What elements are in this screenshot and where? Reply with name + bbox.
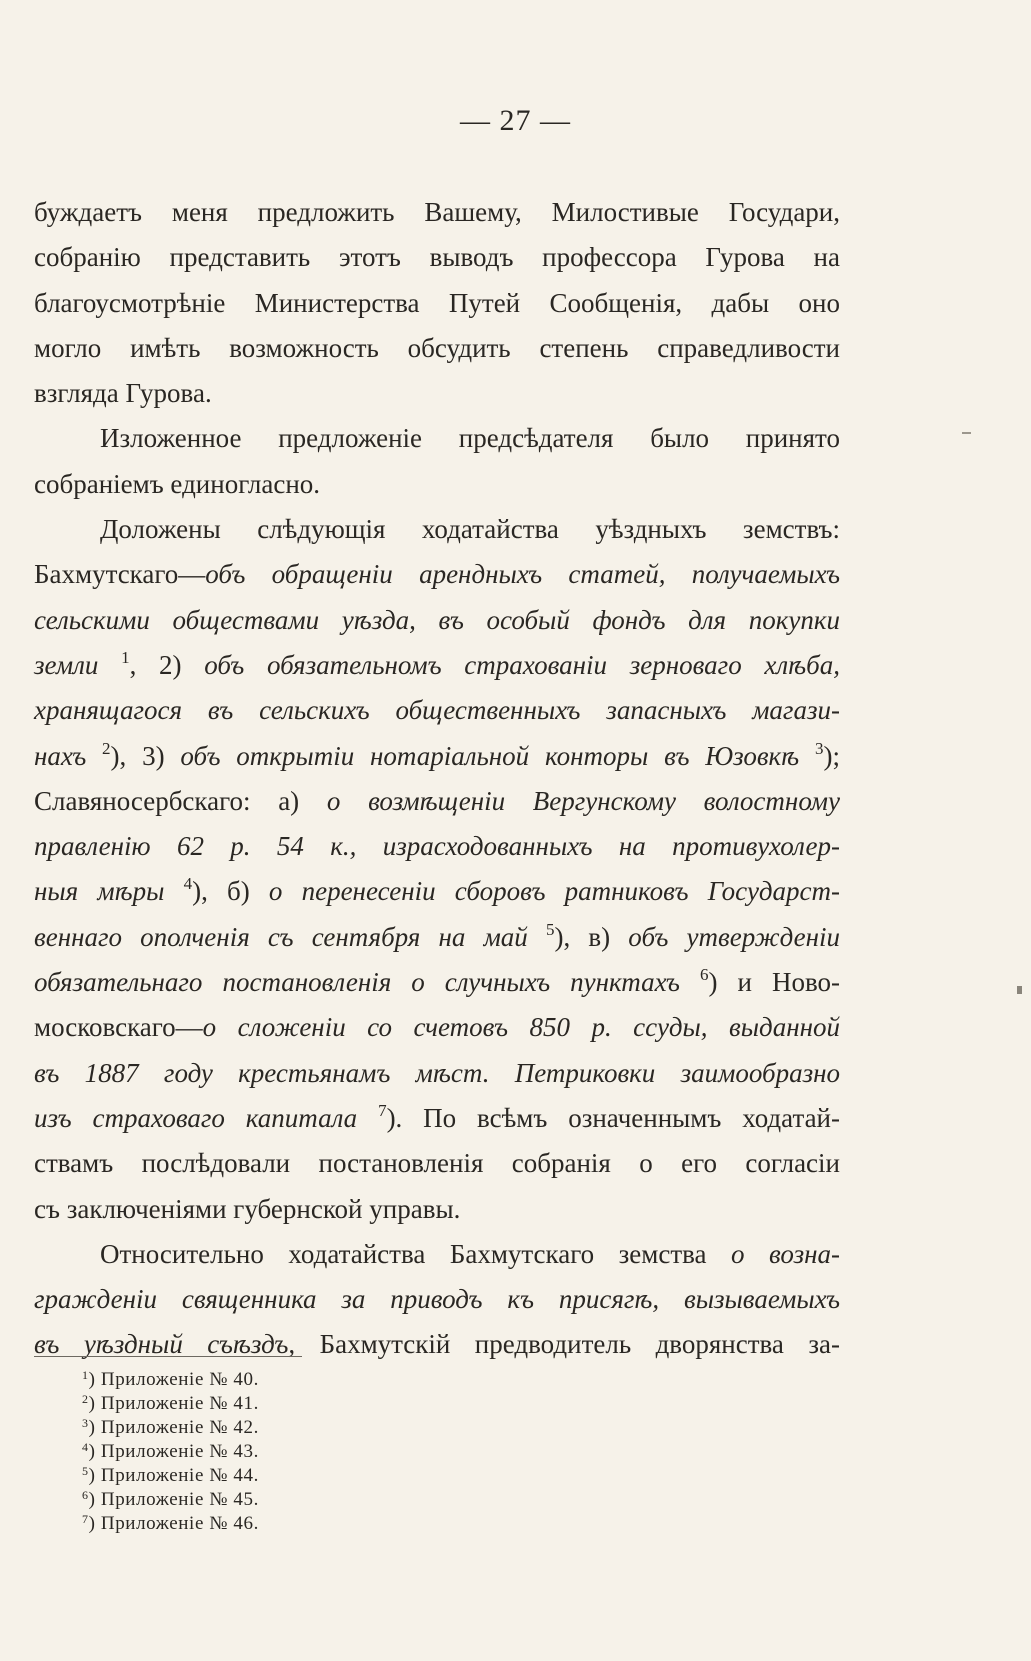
text-line xyxy=(34,734,840,779)
text-line xyxy=(34,824,840,869)
footnote xyxy=(82,1488,259,1512)
footnote-text: ) Приложеніе № 42. xyxy=(88,1417,259,1438)
text-run: Относительно ходатайства Бахмутскаго земства xyxy=(100,1238,732,1269)
text-line xyxy=(34,1322,840,1367)
italic-run: земли xyxy=(34,649,99,680)
footnote-mark: 3 xyxy=(82,1416,89,1430)
footnotes xyxy=(82,1368,259,1536)
footnote xyxy=(82,1464,259,1488)
text-line xyxy=(34,688,840,733)
footnote-text: ) Приложеніе № 45. xyxy=(88,1489,259,1510)
footnote-text: ) Приложеніе № 44. xyxy=(88,1465,259,1486)
text-run: ) и Ново- xyxy=(708,967,840,998)
italic-run: обязательнаго постановленія о случныхъ пунктахъ xyxy=(34,967,680,998)
footnote xyxy=(82,1392,259,1416)
italic-run: хранящагося въ сельскихъ общественныхъ запасныхъ магази- xyxy=(34,695,840,726)
italic-run: объ открытіи нотаріальной конторы въ Юзовкѣ xyxy=(180,740,800,771)
text-line: могло имѣть возможность обсудить степень справедливости xyxy=(34,332,840,363)
text-line xyxy=(34,1232,840,1277)
footnote-ref: 1 xyxy=(121,647,130,667)
footnote-ref: 4 xyxy=(183,874,193,894)
text-run: ), б) xyxy=(192,876,269,907)
italic-run: изъ страховаго капитала xyxy=(34,1102,358,1133)
italic-run: ныя мѣры xyxy=(34,876,165,907)
footnote-text: ) Приложеніе № 40. xyxy=(88,1369,259,1390)
text-run: ); xyxy=(823,740,840,771)
italic-run: нахъ xyxy=(34,740,87,771)
footnote-mark: 7 xyxy=(82,1512,89,1526)
margin-mark xyxy=(962,432,971,434)
text-line: собраніемъ единогласно. xyxy=(34,468,321,499)
footnote-text: ) Приложеніе № 46. xyxy=(88,1513,259,1534)
text-run: Бахмутскій предводитель дворянства за- xyxy=(295,1329,840,1360)
italic-run: о сложеніи со счетовъ 850 р. ссуды, выданной xyxy=(202,1012,840,1043)
footnote xyxy=(82,1416,259,1440)
footnote-text: ) Приложеніе № 41. xyxy=(88,1393,259,1414)
text-line: Изложенное предложеніе предсѣдателя было принято xyxy=(100,423,840,454)
italic-run: веннаго ополченія съ сентября на май xyxy=(34,921,528,952)
text-run: Славяносербскаго: а) xyxy=(34,785,327,816)
footnote-text: ) Приложеніе № 43. xyxy=(88,1441,259,1462)
footnote-divider xyxy=(34,1356,302,1357)
text-line xyxy=(34,643,840,688)
footnote-mark: 1 xyxy=(82,1368,89,1382)
text-run: ), 3) xyxy=(110,740,181,771)
text-line: ствамъ послѣдовали постановленія собранія о его согласіи xyxy=(34,1148,840,1179)
text-run: , 2) xyxy=(129,649,205,680)
italic-run: правленію 62 р. 54 к., израсходованныхъ на противухолер- xyxy=(34,831,840,862)
text-line xyxy=(34,1096,840,1141)
text-line xyxy=(34,552,840,597)
footnote xyxy=(82,1512,259,1536)
footnote-mark: 2 xyxy=(82,1392,89,1406)
italic-run: о перенесеніи сборовъ ратниковъ Государст- xyxy=(268,876,840,907)
page-number: — 27 — xyxy=(460,104,571,137)
text-run: ). По всѣмъ означеннымъ ходатай- xyxy=(386,1102,840,1133)
footnote-ref: 5 xyxy=(545,919,555,939)
text-line xyxy=(34,960,840,1005)
text-line xyxy=(34,915,840,960)
text-run: Бахмутскаго— xyxy=(34,559,206,590)
italic-run: о возмѣщеніи Вергунскому волостному xyxy=(326,785,840,816)
text-line xyxy=(34,598,840,643)
italic-run: сельскими обществами уѣзда, въ особый фондъ для покупки xyxy=(34,604,840,635)
footnote xyxy=(82,1440,259,1464)
text-line xyxy=(34,1277,840,1322)
text-line: благоусмотрѣніе Министерства Путей Сообщенія, дабы оно xyxy=(34,287,840,318)
text-run: ), в) xyxy=(554,921,629,952)
italic-run: объ утвержденіи xyxy=(628,921,841,952)
italic-run: гражденіи священника за приводъ къ присягѣ, вызываемыхъ xyxy=(34,1284,840,1315)
footnote-mark: 4 xyxy=(82,1440,89,1454)
footnote-ref: 7 xyxy=(378,1100,387,1120)
text-line xyxy=(34,779,840,824)
text-line: взгляда Гурова. xyxy=(34,378,212,409)
text-run: московскаго— xyxy=(34,1012,203,1043)
footnote-ref: 6 xyxy=(699,965,709,985)
text-line: собранію представить этотъ выводъ профессора Гурова на xyxy=(34,242,840,273)
italic-run: въ 1887 году крестьянамъ мѣст. Петриковки заимообразно xyxy=(34,1057,840,1088)
text-line xyxy=(34,869,840,914)
italic-run: объ обращеніи арендныхъ статей, получаемыхъ xyxy=(205,559,840,590)
footnote-ref: 3 xyxy=(815,738,824,758)
text-line: буждаетъ меня предложить Вашему, Милостивые Государи, xyxy=(34,197,840,227)
text-line: съ заключеніями губернской управы. xyxy=(34,1193,461,1224)
text-line xyxy=(34,1005,840,1050)
footnote xyxy=(82,1368,259,1392)
footnote-mark: 5 xyxy=(82,1464,89,1478)
italic-run: объ обязательномъ страхованіи зерноваго хлѣба, xyxy=(204,649,841,680)
footnote-mark: 6 xyxy=(82,1488,89,1502)
body-text xyxy=(34,190,840,1368)
text-line xyxy=(34,1051,840,1096)
italic-run: о возна- xyxy=(731,1238,840,1269)
text-line: Доложены слѣдующія ходатайства уѣздныхъ земствъ: xyxy=(100,514,840,545)
footnote-ref: 2 xyxy=(102,738,111,758)
italic-run: въ уѣздный съѣздъ, xyxy=(34,1329,296,1360)
margin-mark xyxy=(1017,986,1022,994)
